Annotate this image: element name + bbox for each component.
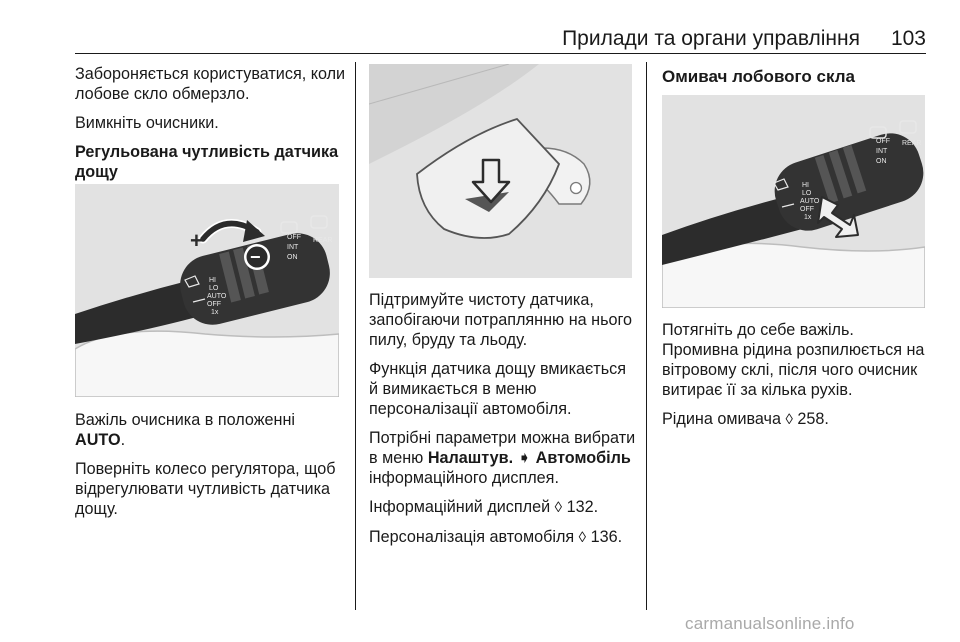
page-header-title: Прилади та органи управління (562, 27, 860, 50)
column-divider-left (355, 62, 356, 610)
sensor-function-paragraph: Функція датчика дощу вмикається й вимикається в меню персоналізації автомобіля. (369, 360, 627, 418)
label-on: ON (876, 158, 887, 165)
xref-icon: ◊ (554, 499, 563, 516)
menu-settings: Налаштув. (427, 449, 514, 467)
plus-symbol: + (190, 228, 203, 253)
info-display-reference: Інформаційний дисплей ◊ 132. (369, 498, 599, 516)
label-hi: HI (209, 277, 216, 284)
figure-wiper-lever-auto (75, 184, 339, 397)
xref-icon: ◊ (785, 411, 793, 428)
label-lo: LO (209, 285, 219, 292)
keep-clean-paragraph: Підтримуйте чистоту датчика, запобігаючи потраплянню на нього пилу, бруду та льоду. (369, 291, 633, 349)
label-lever-off: OFF (800, 206, 814, 213)
label-auto: AUTO (207, 293, 227, 300)
intro-paragraph: Забороняється користуватися, коли лобове скло обмерзло. (75, 65, 346, 103)
params-paragraph: Потрібні параметри можна вибрати в меню Налаштув. ➧ Автомобіль інформаційного дисплея. (369, 429, 636, 487)
figure-rain-sensor (369, 64, 632, 278)
watermark: carmanualsonline.info (685, 614, 855, 633)
middle-column-text (369, 290, 639, 557)
label-int: INT (287, 244, 299, 251)
rear-wiper-icon (311, 216, 327, 228)
label-rear: REAR (313, 237, 333, 244)
turn-wheel-paragraph: Поверніть колесо регулятора, щоб відрегулювати чутливість датчика дощу. (75, 460, 336, 518)
label-1x: 1x (804, 214, 812, 221)
header-rule (75, 53, 926, 54)
front-wiper-icon (281, 222, 297, 233)
washer-lever-illustration (662, 95, 925, 308)
minus-symbol: − (250, 247, 261, 267)
pull-lever-paragraph: Потягніть до себе важіль. (662, 321, 854, 339)
page-number: 103 (890, 27, 926, 50)
label-1x: 1x (211, 309, 219, 316)
right-column-text (662, 320, 930, 439)
column-divider-right (646, 62, 647, 610)
personalization-reference: Персоналізація автомобіля ◊ 136. (369, 528, 623, 546)
label-rear: REAR (902, 140, 922, 147)
rain-sensor-illustration (369, 64, 632, 278)
label-auto: AUTO (800, 198, 820, 205)
label-hi: HI (802, 182, 809, 189)
washer-heading: Омивач лобового скла (662, 67, 855, 86)
label-off: OFF (876, 138, 890, 145)
xref-icon: ◊ (578, 529, 587, 546)
label-lever-off: OFF (207, 301, 221, 308)
left-column-top (75, 64, 347, 191)
menu-vehicle: Автомобіль (535, 449, 631, 467)
fluid-reference: Рідина омивача ◊ 258. (662, 410, 829, 428)
wiper-lever-illustration (75, 184, 339, 397)
turn-off-paragraph: Вимкніть очисники. (75, 114, 219, 132)
rear-wiper-icon (900, 121, 916, 133)
label-int: INT (876, 148, 888, 155)
figure-washer-lever (662, 95, 925, 308)
right-column-heading (662, 67, 927, 96)
menu-arrow-icon: ➧ (517, 449, 532, 467)
label-lo: LO (802, 190, 812, 197)
left-column-bottom (75, 410, 347, 528)
label-off: OFF (287, 234, 301, 241)
figure1-caption: Важіль очисника в положенні AUTO. (75, 411, 296, 449)
label-on: ON (287, 254, 298, 261)
washer-paragraph: Промивна рідина розпилюється на вітровому склі, після чого очисник витирає її за кілька рухів. (662, 341, 925, 399)
sensitivity-heading: Регульована чутливість датчика дощу (75, 143, 339, 181)
